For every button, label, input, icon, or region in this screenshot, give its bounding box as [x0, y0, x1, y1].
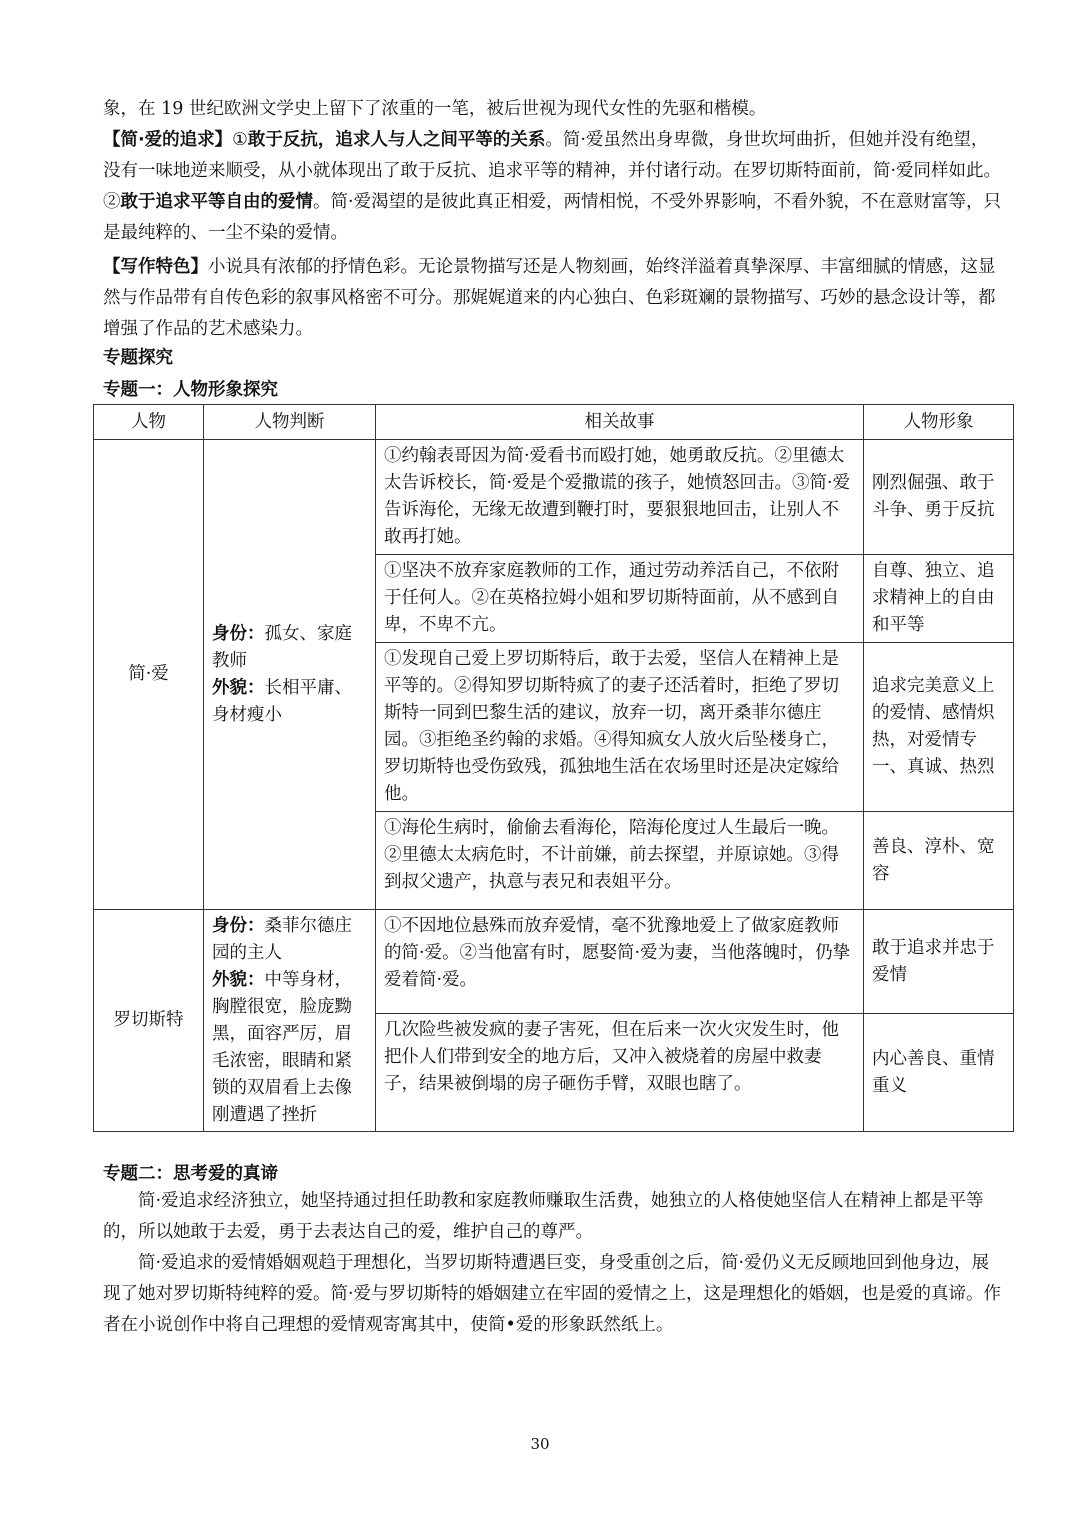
character-judgment: 身份：桑菲尔德庄园的主人 外貌：中等身材，胸膛很宽，脸庞黝黑，面容严厉，眉毛浓密，眼睛和紧锁的双眉看上去像刚遭遇了挫折	[204, 910, 376, 1132]
image-cell: 刚烈倔强、敢于斗争、勇于反抗	[864, 440, 1014, 555]
header-cell: 人物形象	[864, 405, 1014, 440]
header-cell: 人物	[94, 405, 204, 440]
table-row	[94, 910, 1014, 1014]
page-number: 30	[530, 1435, 550, 1453]
writing-label: 【写作特色】	[103, 257, 208, 277]
story-cell: ①不因地位悬殊而放弃爱情，毫不犹豫地爱上了做家庭教师的简·爱。②当他富有时，愿娶简·爱为妻，当他落魄时，仍挚爱着简·爱。	[376, 910, 864, 1014]
character-judgment: 身份：孤女、家庭教师 外貌：长相平庸、身材瘦小	[204, 440, 376, 910]
intro-line: 象，在 19 世纪欧洲文学史上留下了浓重的一笔，被后世视为现代女性的先驱和楷模。	[103, 99, 767, 119]
table-row	[94, 440, 1014, 555]
header-cell: 相关故事	[376, 405, 864, 440]
topic2-title: 专题二：思考爱的真谛	[103, 1164, 278, 1184]
table-header-row	[94, 405, 1014, 440]
pursuit-label: 【简·爱的追求】	[103, 130, 233, 150]
topic1-title: 专题一：人物形象探究	[103, 380, 278, 400]
image-cell: 内心善良、重情重义	[864, 1014, 1014, 1132]
topic2-paragraph-2: 简·爱追求的爱情婚姻观趋于理想化，当罗切斯特遭遇巨变，身受重创之后，简·爱仍义无反顾地回到他身边，展现了她对罗切斯特纯粹的爱。简·爱与罗切斯特的婚姻建立在牢固的爱情之上，这是理想化的婚姻，也是爱的真谛。作者在小说创作中将自己理想的爱情观寄寓其中，使简•爱的形象跃然纸上。	[103, 1253, 1002, 1335]
image-cell: 自尊、独立、追求精神上的自由和平等	[864, 555, 1014, 643]
story-cell: ①坚决不放弃家庭教师的工作，通过劳动养活自己，不依附于任何人。②在英格拉姆小姐和罗切斯特面前，从不感到自卑，不卑不亢。	[376, 555, 864, 643]
section-title: 专题探究	[103, 348, 173, 368]
story-cell: ①海伦生病时，偷偷去看海伦，陪海伦度过人生最后一晚。②里德太太病危时，不计前嫌，前去探望，并原谅她。③得到叔父遗产，执意与表兄和表姐平分。	[376, 812, 864, 910]
character-name: 罗切斯特	[94, 910, 204, 1132]
character-table	[93, 404, 1014, 1132]
story-cell: ①发现自己爱上罗切斯特后，敢于去爱，坚信人在精神上是平等的。②得知罗切斯特疯了的妻子还活着时，拒绝了罗切斯特一同到巴黎生活的建议，放弃一切，离开桑菲尔德庄园。③拒绝圣约翰的求婚。④得知疯女人放火后坠楼身亡，罗切斯特也受伤致残，孤独地生活在农场里时还是决定嫁给他。	[376, 643, 864, 812]
character-name: 简·爱	[94, 440, 204, 910]
topic2-paragraph-1: 简·爱追求经济独立，她坚持通过担任助教和家庭教师赚取生活费，她独立的人格使她坚信人在精神上都是平等的，所以她敢于去爱，勇于去表达自己的爱，维护自己的尊严。	[103, 1191, 984, 1242]
header-cell: 人物判断	[204, 405, 376, 440]
image-cell: 追求完美意义上的爱情、感情炽热，对爱情专一、真诚、热烈	[864, 643, 1014, 812]
writing-paragraph: 【写作特色】小说具有浓郁的抒情色彩。无论景物描写还是人物刻画，始终洋溢着真挚深厚、丰富细腻的情感，这显然与作品带有自传色彩的叙事风格密不可分。那娓娓道来的内心独白、色彩斑斓的景物描写、巧妙的悬念设计等，都增强了作品的艺术感染力。	[103, 257, 996, 339]
story-cell: ①约翰表哥因为简·爱看书而殴打她，她勇敢反抗。②里德太太告诉校长，简·爱是个爱撒谎的孩子，她愤怒回击。③简·爱告诉海伦，无缘无故遭到鞭打时，要狠狠地回击，让别人不敢再打她。	[376, 440, 864, 555]
story-cell: 几次险些被发疯的妻子害死，但在后来一次火灾发生时，他把仆人们带到安全的地方后，又冲入被烧着的房屋中救妻子，结果被倒塌的房子砸伤手臂，双眼也瞎了。	[376, 1014, 864, 1132]
image-cell: 善良、淳朴、宽容	[864, 812, 1014, 910]
image-cell: 敢于追求并忠于爱情	[864, 910, 1014, 1014]
pursuit-paragraph: 【简·爱的追求】①敢于反抗，追求人与人之间平等的关系。简·爱虽然出身卑微，身世坎坷曲折，但她并没有绝望，没有一味地逆来顺受，从小就体现出了敢于反抗、追求平等的精神，并付诸行动。在罗切斯特面前，简·爱同样如此。②敢于追求平等自由的爱情。简·爱渴望的是彼此真正相爱，两情相悦，不受外界影响，不看外貌，不在意财富等，只是最纯粹的、一尘不染的爱情。	[103, 130, 1002, 243]
